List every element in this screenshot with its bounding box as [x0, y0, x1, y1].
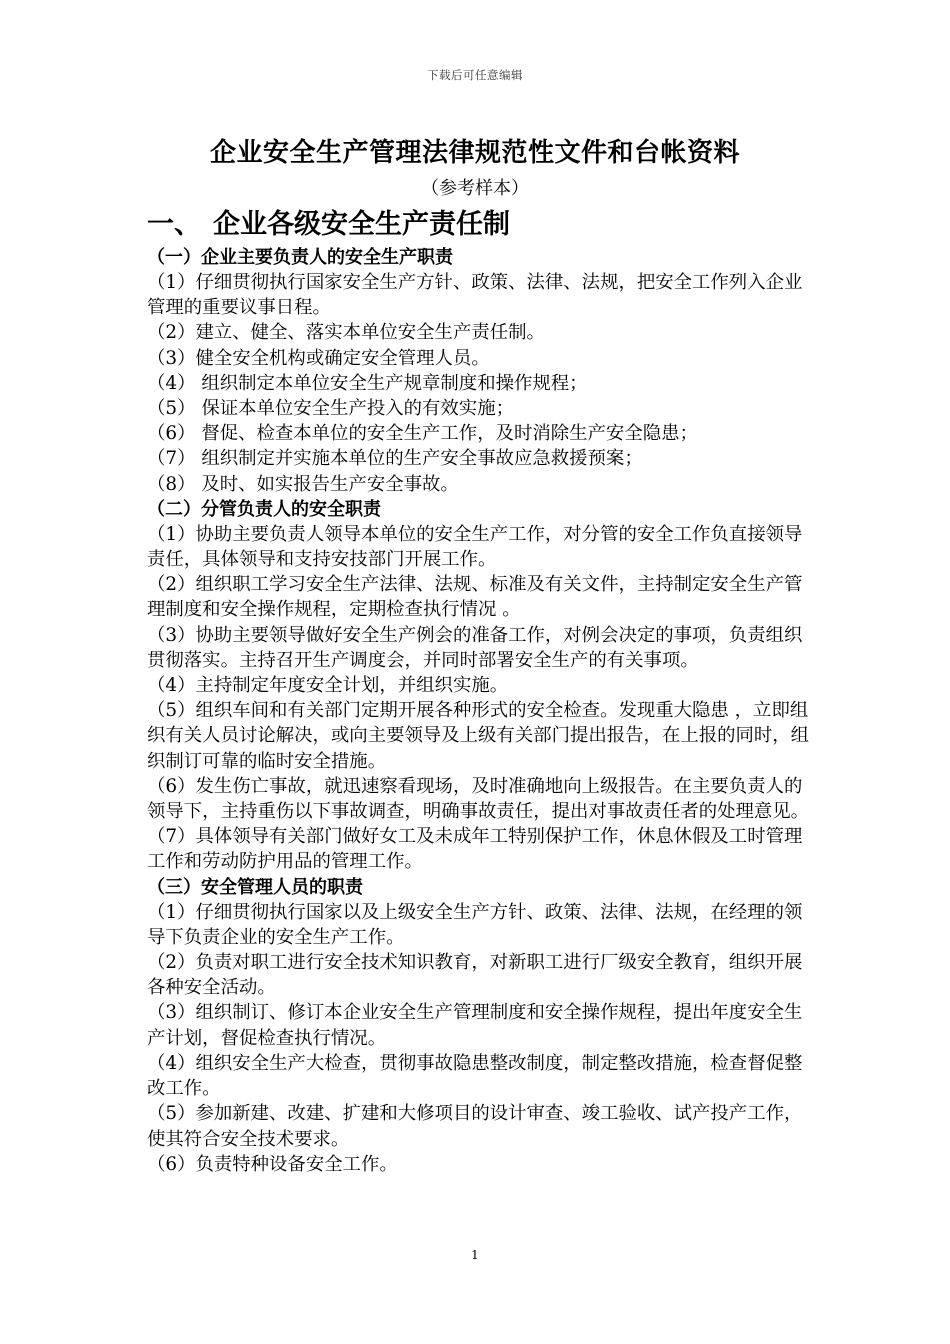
- list-item: （1）仔细贯彻执行国家安全生产方针、政策、法律、法规，把安全工作列入企业管理的重要议事日程。: [147, 272, 803, 319]
- list-item: （6） 督促、检查本单位的安全生产工作，及时消除生产安全隐患；: [147, 423, 698, 445]
- list-item: （3）健全安全机构或确定安全管理人员。: [147, 347, 490, 369]
- document-title: 企业安全生产管理法律规范性文件和台帐资料: [209, 138, 740, 168]
- section-number: 一、: [147, 209, 201, 240]
- section-heading: [147, 205, 812, 245]
- document-body: [147, 205, 812, 1177]
- page-header: 下载后可任意编辑: [427, 68, 523, 82]
- list-item: （8） 及时、如实报告生产安全事故。: [147, 473, 459, 495]
- list-item: （4） 组织制定本单位安全生产规章制度和操作规程；: [147, 372, 588, 394]
- list-item: （5） 保证本单位安全生产投入的有效实施；: [147, 398, 514, 420]
- list-item: （1）协助主要负责人领导本单位的安全生产工作，对分管的安全工作负直接领导责任，具体领导和支持安技部门开展工作。: [147, 523, 803, 571]
- section-title: 企业各级安全生产责任制: [213, 209, 510, 240]
- list-item: （4）主持制定年度安全计划，并组织实施。: [147, 675, 509, 697]
- list-item: （6）负责特种设备安全工作。: [147, 1153, 398, 1175]
- list-item: （4）组织安全生产大检查，贯彻事故隐患整改制度，制定整改措施，检查督促整改工作。: [147, 1052, 803, 1100]
- subsection-heading-2: （二）分管负责人的安全职责: [147, 498, 381, 520]
- list-item: （2）负责对职工进行安全技术知识教育，对新职工进行厂级安全教育，组织开展各种安全活动。: [147, 952, 803, 999]
- list-item: （1）仔细贯彻执行国家以及上级安全生产方针、政策、法律、法规，在经理的领导下负责企业的安全生产工作。: [147, 901, 803, 948]
- subsection-heading-1: （一）企业主要负责人的安全生产职责: [147, 247, 453, 268]
- list-item: （7） 组织制定并实施本单位的生产安全事故应急救援预案；: [147, 448, 643, 470]
- list-item: （3）组织制订、修订本企业安全生产管理制度和安全操作规程，提出年度安全生产计划，督促检查执行情况。: [147, 1002, 803, 1049]
- document-subtitle: （参考样本）: [421, 178, 529, 199]
- page-number: 1: [471, 1248, 479, 1262]
- subsection-heading-3: （三）安全管理人员的职责: [147, 876, 363, 898]
- list-item: （2）建立、健全、落实本单位安全生产责任制。: [147, 322, 545, 344]
- list-item: （3）协助主要领导做好安全生产例会的准备工作，对例会决定的事项，负责组织贯彻落实。主持召开生产调度会，并同时部署安全生产的有关事项。: [147, 624, 803, 671]
- list-item: （7）具体领导有关部门做好女工及未成年工特别保护工作，休息休假及工时管理工作和劳动防护用品的管理工作。: [147, 826, 803, 873]
- list-item: （5）组织车间和有关部门定期开展各种形式的安全检查。发现重大隐患 ，立即组织有关人员讨论解决，或向主要领导及上级有关部门提出报告，在上报的同时，组织制订可靠的临时安全措施。: [147, 700, 810, 772]
- list-item: （5）参加新建、改建、扩建和大修项目的设计审查、竣工验收、试产投产工作，使其符合安全技术要求。: [147, 1103, 803, 1150]
- list-item: （2）组织职工学习安全生产法律、法规、标准及有关文件，主持制定安全生产管理制度和安全操作规程，定期检查执行情况 。: [147, 574, 803, 621]
- list-item: （6）发生伤亡事故，就迅速察看现场，及时准确地向上级报告。在主要负责人的领导下，主持重伤以下事故调查，明确事故责任，提出对事故责任者的处理意见。: [147, 775, 810, 823]
